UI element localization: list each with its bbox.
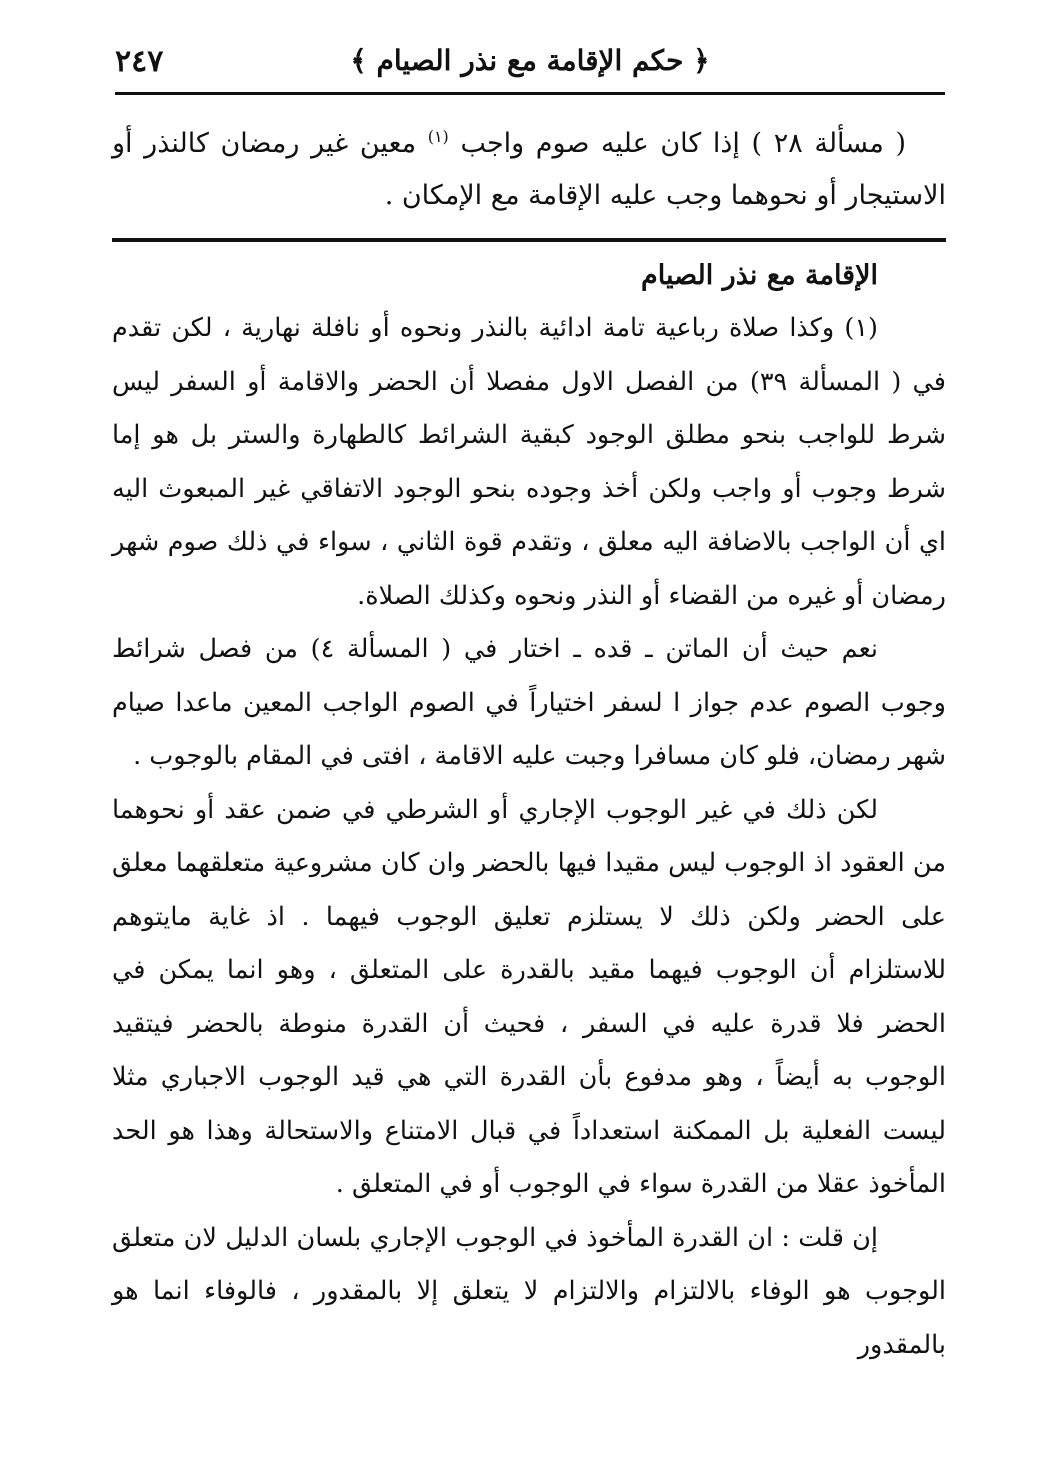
running-title: ﴿ حكم الإقامة مع نذر الصيام ﴾ [350, 44, 710, 77]
main-text [112, 118, 946, 222]
footnote-heading: الإقامة مع نذر الصيام [641, 260, 878, 291]
main-paragraph [112, 118, 946, 222]
page-number: ٢٤٧ [115, 44, 164, 79]
footnote-paragraph-2: نعم حيث أن الماتن ـ قده ـ اختار في ( المسألة ٤) من فصل شرائط وجوب الصوم عدم جواز ا لسفر اختياراً في الصوم الواجب المعين ماعدا صيام شهر رمضان، فلو كان مسافرا وجبت عليه الاقامة ، افتى في المقام بالوجوب . [112, 634, 946, 771]
header-rule [115, 92, 945, 95]
main-text-part-2: معين غير رمضان كالنذر أو الاستيجار أو نحوهما وجب عليه الإقامة مع الإمكان . [112, 128, 946, 211]
footnote-paragraph-4: إن قلت : ان القدرة المأخوذ في الوجوب الإجاري بلسان الدليل لان متعلق الوجوب هو الوفاء بالالتزام والالتزام لا يتعلق إلا بالمقدور ، فالوفاء انما هو بالمقدور [112, 1222, 946, 1360]
footnote-paragraph-3: لكن ذلك في غير الوجوب الإجاري أو الشرطي في ضمن عقد أو نحوهما من العقود اذ الوجوب ليس مقيدا فيها بالحضر وان كان مشروعية متعلقهما معلق على الحضر ولكن ذلك لا يستلزم تعليق الوجوب فيهما . اذ غاية مايتوهم للاستلزام أن الوجوب فيهما مقيد بالقدرة على المتعلق ، وهو انما يمكن في الحضر فلا قدرة عليه في السفر ، فحيث أن القدرة منوطة بالحضر فيتقيد الوجوب به أيضاً ، وهو مدفوع بأن القدرة التي هي قيد الوجوب الاجباري مثلا ليست الفعلية بل الممكنة استعداداً في قبال الامتناع والاستحالة وهذا هو الحد المأخوذ عقلا من القدرة سواء في الوجوب أو في المتعلق . [112, 794, 946, 1199]
footnote-rule [112, 238, 946, 242]
main-text-part-1: ( مسألة ٢٨ ) إذا كان عليه صوم واجب [460, 128, 906, 159]
footnotes-section [112, 250, 946, 1372]
footnote-marker: (١) [427, 127, 449, 146]
page-header [115, 40, 945, 90]
footnote-paragraph-1: (١) وكذا صلاة رباعية تامة ادائية بالنذر ونحوه أو نافلة نهارية ، لكن تقدم في ( المسألة ٣٩) من الفصل الاول مفصلا أن الحضر والاقامة أو السفر ليس شرط للواجب بنحو مطلق الوجود كبقية الشرائط كالطهارة والستر بل هو إما شرط وجوب أو واجب ولكن أخذ وجوده بنحو الوجود الاتفاقي غير المبعوث اليه اي أن الواجب بالاضافة اليه معلق ، وتقدم قوة الثاني ، سواء في ذلك صوم شهر رمضان أو غيره من القضاء أو النذر ونحوه وكذلك الصلاة. [112, 313, 946, 611]
